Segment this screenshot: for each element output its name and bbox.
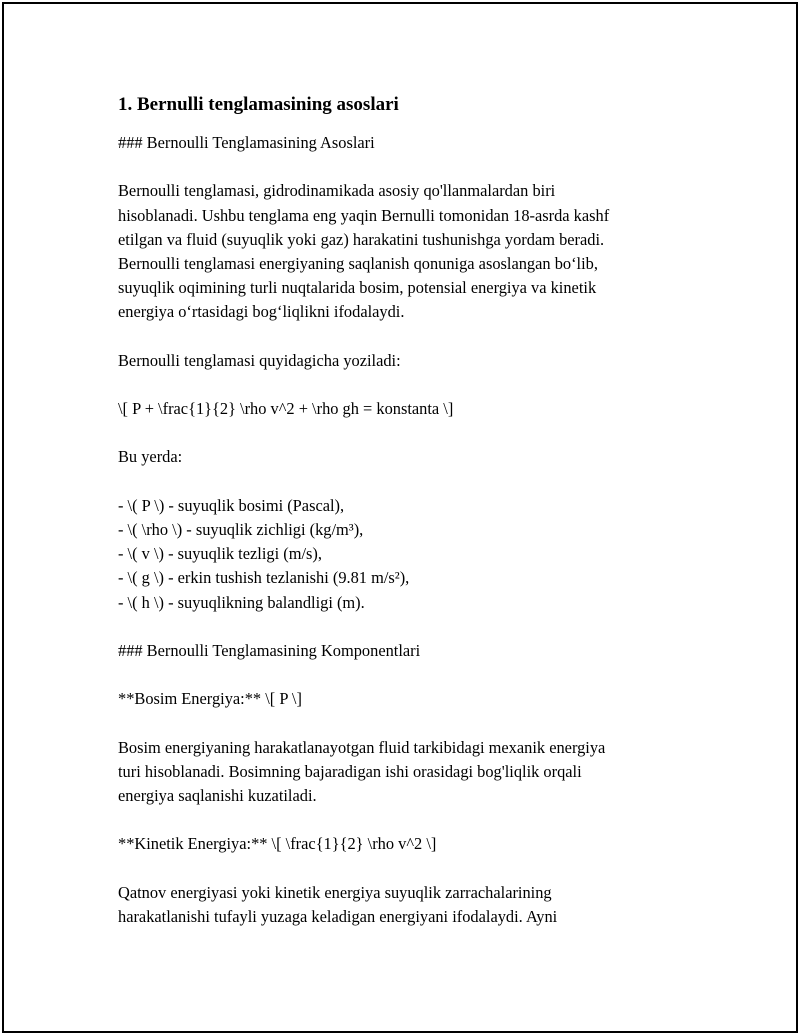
blank-line [118,373,698,397]
text-line: - \( \rho \) - suyuqlik zichligi (kg/m³), [118,520,364,539]
text-line: Bernoulli tenglamasi energiyaning saqlanish qonuniga asoslangan bo‘lib, [118,253,598,273]
text-line: turi hisoblanadi. Bosimning bajaradigan ishi orasidagi bog'liqlik orqali [118,761,582,781]
text-line: Bernoulli tenglamasi, gidrodinamikada asosiy qo'llanmalardan biri [118,181,556,201]
document-body [118,131,698,929]
text-line: suyuqlik oqimining turli nuqtalarida bosim, potensial energiya va kinetik [118,278,597,298]
blank-line [118,857,698,881]
text-line: - \( g \) - erkin tushish tezlanishi (9.81 m/s²), [118,568,410,588]
text-line: Qatnov energiyasi yoki kinetik energiya suyuqlik zarrachalarining [118,882,552,902]
blank-line [118,808,698,832]
document-content [118,90,698,929]
text-line: etilgan va fluid (suyuqlik yoki gaz) harakatini tushunishga yordam beradi. [118,229,605,249]
text-line: - \( h \) - suyuqlikning balandligi (m). [118,592,365,612]
text-line: - \( v \) - suyuqlik tezligi (m/s), [118,544,322,564]
blank-line [118,712,698,736]
blank-line [118,325,698,349]
text-line: **Bosim Energiya:** \[ P \] [118,689,302,709]
text-line: ### Bernoulli Tenglamasining Asoslari [118,133,375,152]
text-line: **Kinetik Energiya:** \[ \frac{1}{2} \rho v^2 \] [118,834,437,854]
text-line: ### Bernoulli Tenglamasining Komponentlari [118,640,421,660]
text-line: hisoblanadi. Ushbu tenglama eng yaqin Bernulli tomonidan 18-asrda kashf [118,205,610,225]
blank-line [118,421,698,445]
text-line: - \( P \) - suyuqlik bosimi (Pascal), [118,495,345,515]
text-line: energiya o‘rtasidagi bog‘liqlikni ifodalaydi. [118,302,405,322]
text-line: Bu yerda: [118,447,183,467]
text-line: harakatlanishi tufayli yuzaga keladigan energiyani ifodalaydi. Ayni [118,907,558,926]
blank-line [118,470,698,494]
section-heading: 1. Bernulli tenglamasining asoslari [118,94,399,115]
blank-line [118,615,698,639]
text-line: Bosim energiyaning harakatlanayotgan fluid tarkibidagi mexanik energiya [118,737,606,757]
blank-line [118,663,698,687]
text-line: Bernoulli tenglamasi quyidagicha yoziladi: [118,350,401,370]
text-line: \[ P + \frac{1}{2} \rho v^2 + \rho gh = konstanta \] [118,399,454,419]
blank-line [118,155,698,179]
text-line: energiya saqlanishi kuzatiladi. [118,786,317,806]
